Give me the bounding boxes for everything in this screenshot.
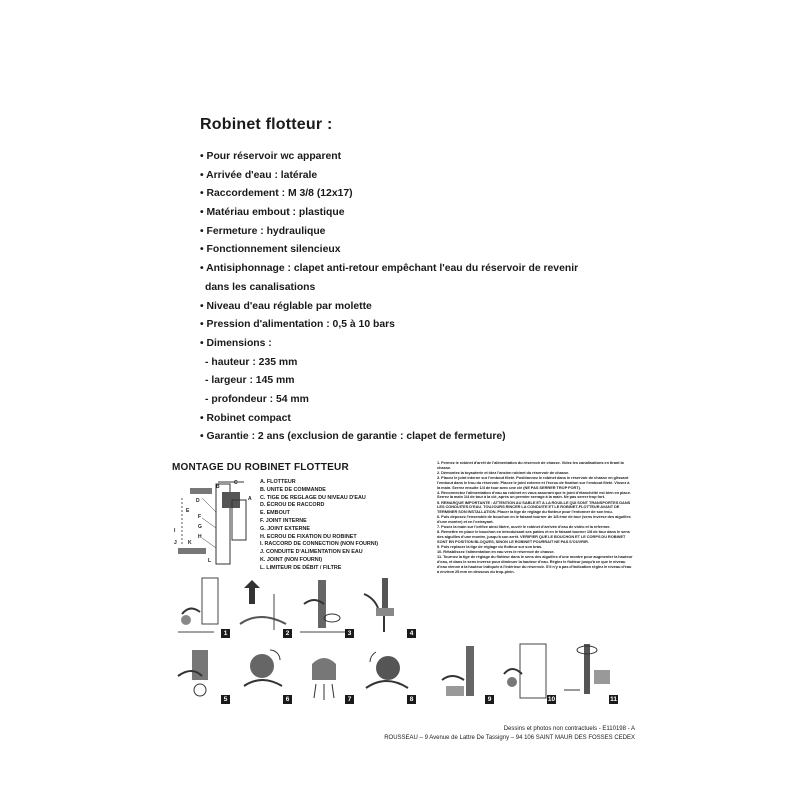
step-illustration-1	[172, 574, 230, 638]
instruction-step: 11. Tournez la tige de réglage du flotteur dans le sens des aiguilles d'une montre pour augmenter la hauteur d'eau, et dans le sens inverse pour diminuer la hauteur d'eau. Réglez le flotteur jusqu'à ce que le niveau d'eau vienne à la hauteur indiquée à l'intérieur du réservoir. S'il n'y a pas d'indication réglez le niveau d'eau à environ 25 mm en dessous du trop-plein.	[437, 554, 633, 574]
legend-item: A. FLOTTEUR	[260, 479, 296, 485]
step-illustration-8	[358, 640, 416, 704]
installation-instructions	[437, 461, 633, 575]
spec-item: • Garantie : 2 ans (exclusion de garantie : clapet de fermeture)	[200, 431, 506, 443]
valve-diagram	[172, 478, 256, 570]
step-illustration-10	[498, 640, 556, 704]
step-illustration-9	[436, 640, 494, 704]
instruction-step: 6. Puis déposez l'ensemble de bouchon en le faisant tourner de 1/8 ème de tour (sens inverse des aiguilles d'une montre) et en l'extrayant.	[437, 514, 631, 525]
step-number: 9	[485, 695, 494, 704]
step-number: 7	[345, 695, 354, 704]
instruction-step: 4. Reconnectez l'alimentation d'eau au robinet en vous assurant que le joint d'étanchéité est bien en place. Serrez la main 1/4 de tour à la clé, après un premier serrage à la main. Ne pas serrer trop fort.	[437, 489, 631, 500]
spec-item: • Pression d'alimentation : 0,5 à 10 bars	[200, 319, 395, 331]
instruction-step: 9. Puis replacer la tige de réglage du flotteur sur son bras.	[437, 543, 543, 549]
diagram-label-a: A	[248, 496, 252, 502]
spec-subitem: - largeur : 145 mm	[205, 375, 295, 387]
legend-item: E. EMBOUT	[260, 510, 290, 517]
spec-item: • Raccordement : M 3/8 (12x17)	[200, 188, 353, 200]
spec-list	[200, 148, 600, 447]
legend-item: D. ÉCROU DE RACCORD	[260, 502, 325, 509]
step-number: 8	[407, 695, 416, 704]
diagram-label-k: K	[188, 540, 192, 546]
footer-disclaimer: Dessins et photos non contractuels - E110198 - A	[503, 726, 635, 732]
diagram-label-h: H	[198, 534, 202, 540]
step-number: 1	[221, 629, 230, 638]
instruction-step: 2. Démontez la tuyauterie et ôtez l'ancien robinet du réservoir de chasse.	[437, 469, 570, 475]
diagram-label-i: I	[174, 528, 176, 534]
legend-item: I. RACCORD DE CONNECTION (NON FOURNI)	[260, 541, 378, 548]
valve-diagram-drawing	[172, 478, 256, 570]
step-illustration-4	[358, 574, 416, 638]
instruction-step: 7. Posez la main sur l'orifice ainsi libéré, ouvrir le robinet d'arrivée d'eau de vidéo et la refermer.	[437, 524, 611, 530]
diagram-label-c: C	[234, 480, 238, 486]
spec-subitem: - hauteur : 235 mm	[205, 356, 298, 368]
instruction-step: 10. Rétablissez l'alimentation en eau vers le réservoir de chasse.	[437, 549, 555, 555]
step-number: 11	[610, 696, 617, 703]
legend-item: K. JOINT (NON FOURNI)	[260, 556, 322, 563]
footer-address: ROUSSEAU – 9 Avenue de Lattre De Tassigny – 94 106 SAINT MAUR DES FOSSES CEDEX	[384, 735, 635, 741]
spec-subitem: - profondeur : 54 mm	[205, 393, 309, 405]
instruction-step: 8. Remettre en place le bouchon en introduisant ses pattes et en le faisant tourner 1/8 de tour dans le sens des aiguilles d'une montre, jusqu'à son arrêt. VERIFIER QUE LE BOUCHON ET LE CORPS DU ROBINET SONT EN POSITION BLOQUES, SINON LE ROBINET POURRAIT NE PAS S'OUVRIR.	[437, 529, 630, 544]
spec-item: • Arrivée d'eau : latérale	[200, 169, 318, 181]
instruction-step: 1. Fermez le robinet d'arrêt de l'alimentation du réservoir de chasse. Videz les canalisations en tirant la chasse.	[437, 460, 624, 470]
diagram-label-l: L	[208, 558, 212, 564]
diagram-label-d: D	[196, 498, 200, 504]
step-illustration-3	[296, 574, 354, 638]
diagram-label-b: B	[216, 484, 220, 490]
step-number: 10	[547, 696, 556, 703]
montage-title: MONTAGE DU ROBINET FLOTTEUR	[172, 462, 349, 473]
step-illustration-5	[172, 640, 230, 704]
step-illustration-6	[234, 640, 292, 704]
step-number: 4	[407, 629, 416, 638]
legend-item: H. ECROU DE FIXATION DU ROBINET	[260, 533, 357, 540]
spec-item-continuation: dans les canalisations	[205, 281, 316, 293]
step-number: 6	[283, 695, 292, 704]
legend-item: J. CONDUITE D'ALIMENTATION EN EAU	[260, 549, 363, 556]
diagram-label-g: G	[198, 524, 202, 530]
spec-item: • Niveau d'eau réglable par molette	[200, 300, 372, 312]
step-number: 3	[345, 629, 354, 638]
spec-item: • Fermeture : hydraulique	[200, 225, 326, 237]
spec-item: • Antisiphonnage : clapet anti-retour empêchant l'eau du réservoir de revenir	[200, 263, 579, 275]
legend-item: B. UNITE DE COMMANDE	[260, 486, 326, 493]
step-illustration-2	[234, 574, 292, 638]
diagram-label-j: J	[174, 540, 177, 546]
instruction-step: 5. REMARQUE IMPORTANTE : ATTENTION AU SABLE ET A LA ROUILLE QUI SONT TRANSPORTES DANS LES CONDUITES D'EAU. TOUJOURS RINCER LA CONDUITE ET LE ROBINET-FLOTTEUR AVANT DE TERMINER SON INSTALLATION. Placer la tige de réglage du flotteur pour l'entonner de son trou.	[437, 499, 631, 515]
legend-item: G. JOINT EXTERNE	[260, 525, 311, 532]
spec-item: • Fonctionnement silencieux	[200, 244, 341, 256]
part-legend	[260, 479, 410, 573]
page-title: Robinet flotteur :	[200, 116, 333, 133]
step-illustration-11	[560, 640, 618, 704]
step-number: 2	[283, 629, 292, 638]
spec-item: • Robinet compact	[200, 412, 291, 424]
step-number: 5	[221, 695, 230, 704]
spec-item: • Pour réservoir wc apparent	[200, 151, 342, 162]
spec-item: • Matériau embout : plastique	[200, 207, 345, 219]
instruction-step: 3. Placez le joint interne sur l'embout fileté. Positionnez le robinet dans le réservoir de chasse en glissant l'embout dans le trou du réservoir. Placez le joint externe et l'écrou de fixation sur l'embout fileté. Vissez à la main. Serrez ensuite 1/4 de tour avec une clé (NE PAS SERRER TROP FORT).	[437, 474, 630, 490]
legend-item: L. LIMITEUR DE DÉBIT / FILTRE	[260, 564, 342, 571]
footer	[340, 725, 635, 743]
legend-item: C. TIGE DE REGLAGE DU NIVEAU D'EAU	[260, 494, 366, 501]
diagram-label-e: E	[186, 508, 190, 514]
diagram-label-f: F	[198, 514, 202, 520]
legend-item: F. JOINT INTERNE	[260, 517, 307, 524]
step-illustrations	[172, 574, 632, 724]
spec-item: • Dimensions :	[200, 337, 272, 349]
step-illustration-7	[296, 640, 354, 704]
